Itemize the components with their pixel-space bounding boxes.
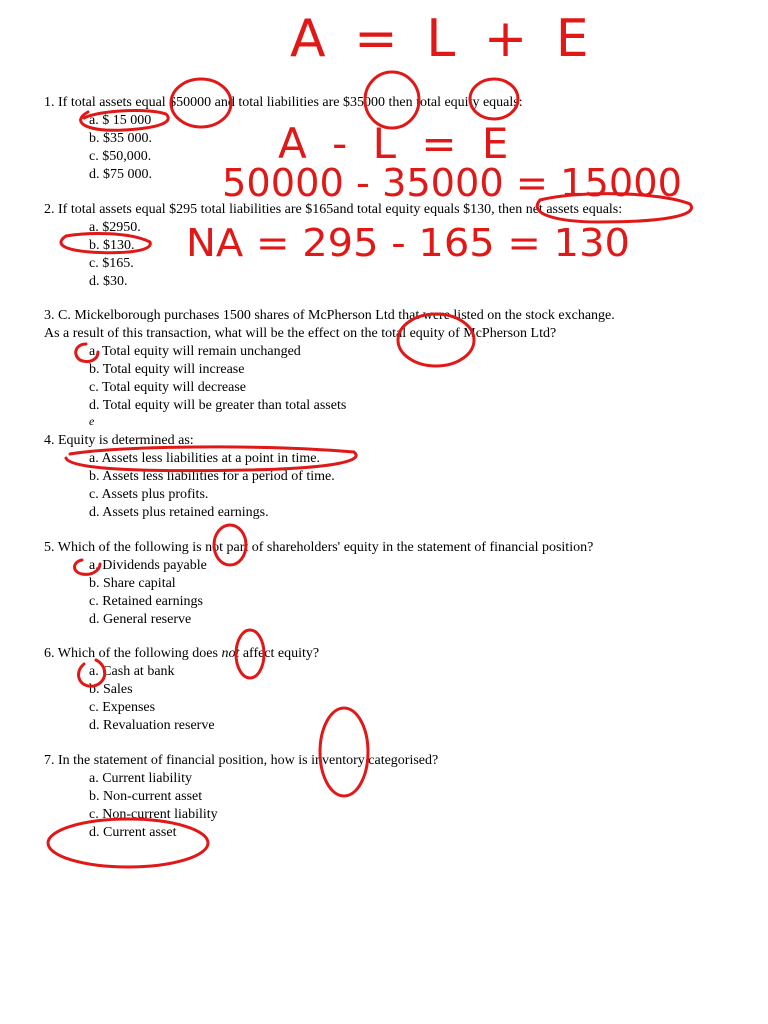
question-3-stem-continued: As a result of this transaction, what will be the effect on the total equity of McPherson Ltd?	[44, 326, 557, 341]
question-4-option-d: d. Assets plus retained earnings.	[89, 505, 269, 520]
question-3-stem: 3. C. Mickelborough purchases 1500 shares of McPherson Ltd that were listed on the stock exchange.	[44, 308, 615, 323]
question-4-option-a: a. Assets less liabilities at a point in time.	[89, 451, 320, 466]
question-3-option-d: d. Total equity will be greater than total assets	[89, 398, 347, 413]
question-6	[44, 645, 319, 735]
question-1-option-c: c. $50,000.	[89, 149, 152, 164]
question-6-stem-start: 6. Which of the following does	[44, 646, 222, 661]
question-6-option-d: d. Revaluation reserve	[89, 718, 215, 733]
question-2-option-d: d. $30.	[89, 274, 128, 289]
question-6-option-a: a. Cash at bank	[89, 664, 175, 679]
question-6-stem	[44, 645, 319, 663]
question-7-stem: 7. In the statement of financial position, how is inventory categorised?	[44, 753, 439, 768]
question-4-stem: 4. Equity is determined as:	[44, 433, 194, 448]
question-5-option-a: a. Dividends payable	[89, 558, 207, 573]
question-2-option-b: b. $130.	[89, 238, 135, 253]
question-7-option-b: b. Non-current asset	[89, 789, 203, 804]
question-6-option-c: c. Expenses	[89, 700, 156, 715]
question-4	[44, 432, 335, 522]
question-5-option-c: c. Retained earnings	[89, 594, 203, 609]
question-6-stem-emphasis: not	[221, 646, 240, 661]
question-2	[44, 201, 622, 291]
question-3-option-b: b. Total equity will increase	[89, 362, 245, 377]
question-5-option-d: d. General reserve	[89, 612, 192, 627]
question-1-option-d: d. $75 000.	[89, 167, 152, 182]
header-formula: A = L + E	[290, 9, 595, 69]
question-3-option-c: c. Total equity will decrease	[89, 380, 246, 395]
q2-calculation: NA = 295 - 165 = 130	[186, 221, 630, 265]
question-5-stem: 5. Which of the following is not part of shareholders' equity in the statement of financial position?	[44, 540, 594, 555]
question-6-option-b: b. Sales	[89, 682, 133, 697]
question-4-option-c: c. Assets plus profits.	[89, 487, 209, 502]
question-7-option-d: d. Current asset	[89, 825, 177, 840]
question-1-option-a: a. $ 15 000	[89, 113, 152, 128]
question-2-option-c: c. $165.	[89, 256, 134, 271]
question-6-stem-end: affect equity?	[239, 646, 320, 661]
question-2-stem: 2. If total assets equal $295 total liabilities are $165and total equity equals $130, then net assets equals:	[44, 202, 623, 217]
question-5	[44, 539, 593, 629]
question-7	[44, 752, 438, 842]
question-1	[44, 94, 523, 184]
question-5-option-b: b. Share capital	[89, 576, 176, 591]
question-7-option-a: a. Current liability	[89, 771, 193, 786]
q1-calculation: 50000 - 35000 = 15000	[222, 161, 682, 205]
question-3	[44, 307, 615, 427]
question-7-option-c: c. Non-current liability	[89, 807, 218, 822]
question-2-option-a: a. $2950.	[89, 220, 141, 235]
question-3-option-a: a. Total equity will remain unchanged	[89, 344, 301, 359]
q1-formula: A - L = E	[278, 119, 515, 168]
question-4-option-b: b. Assets less liabilities for a period of time.	[89, 469, 335, 484]
stray-character: e	[89, 414, 95, 428]
question-1-option-b: b. $35 000.	[89, 131, 152, 146]
question-1-stem: 1. If total assets equal $50000 and total liabilities are $35000 then total equity equals:	[44, 95, 523, 110]
